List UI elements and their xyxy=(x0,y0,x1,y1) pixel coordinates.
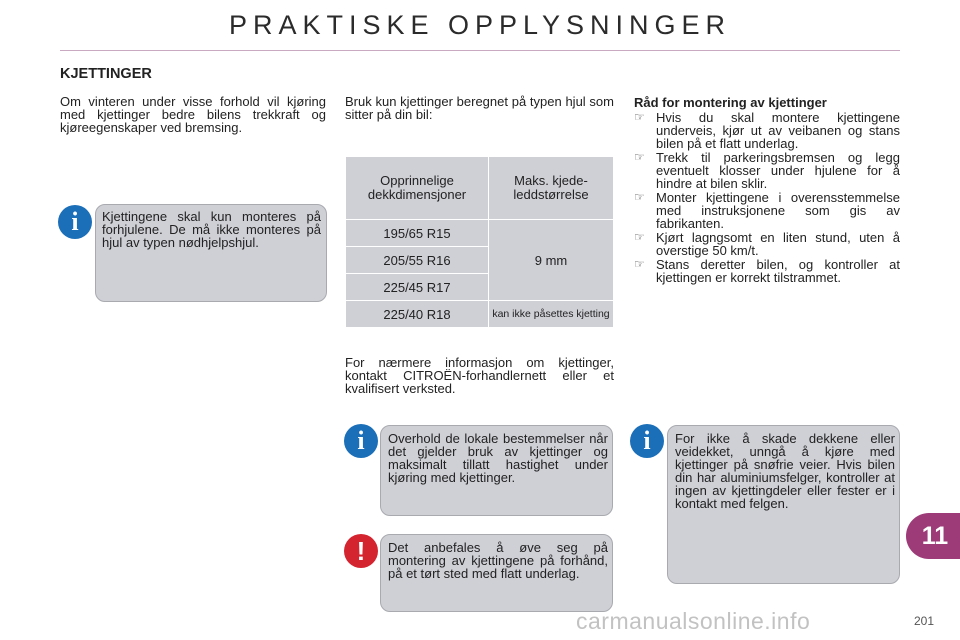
header-divider xyxy=(60,50,900,51)
warning-box-practice-text: Det anbefales å øve seg på montering av kjettingene på forhånd, på et tørt sted med flatt underlag. xyxy=(388,540,608,581)
tip-text: Monter kjettingene i overensstemmelse med instruksjonene som gis av fabrikanten. xyxy=(656,190,900,231)
table-header-max-link: Maks. kjede-leddstørrelse xyxy=(489,157,614,220)
table-row xyxy=(346,220,614,247)
list-item xyxy=(634,258,900,284)
info-box-tyre-care-text: For ikke å skade dekkene eller veidekket, unngå å kjøre med kjettinger på snøfrie veier. Hvis bilen din har aluminiumsfelger, kontroller at ingen av kjettingdeler eller fester er i kontakt med felgen. xyxy=(675,431,895,511)
watermark: carmanualsonline.info xyxy=(576,608,811,634)
pointing-hand-icon: ☞ xyxy=(634,150,645,164)
info-box-front-wheels-text: Kjettingene skal kun monteres på forhjulene. De må ikke monteres på hjul av typen nødhjelpshjul. xyxy=(102,209,321,250)
list-item xyxy=(634,231,900,257)
page-title: PRAKTISKE OPPLYSNINGER xyxy=(228,10,732,40)
tips-list xyxy=(634,111,900,285)
info-icon: i xyxy=(344,424,378,458)
chain-size-table xyxy=(345,156,614,328)
pointing-hand-icon: ☞ xyxy=(634,230,645,244)
table-header-dimensions: Opprinnelige dekkdimensjoner xyxy=(346,157,489,220)
info-box-local-rules-text: Overhold de lokale bestemmelser når det gjelder bruk av kjettinger og maksimalt tillatt hastighet under kjøring med kjettinger. xyxy=(388,431,608,485)
list-item xyxy=(634,191,900,230)
table-row xyxy=(346,301,614,328)
section-title: KJETTINGER xyxy=(60,66,152,82)
tip-text: Stans deretter bilen, og kontroller at kjettingen er korrekt tilstrammet. xyxy=(656,257,900,285)
table-cell-size: 225/45 R17 xyxy=(346,274,489,301)
info-icon: i xyxy=(630,424,664,458)
usage-paragraph: Bruk kun kjettinger beregnet på typen hjul som sitter på din bil: xyxy=(345,94,614,122)
list-item xyxy=(634,111,900,150)
contact-paragraph: For nærmere informasjon om kjettinger, kontakt CITROËN-forhandlernett eller et kvalifisert verksted. xyxy=(345,355,614,396)
warning-icon: ! xyxy=(344,534,378,568)
tips-title: Råd for montering av kjettinger xyxy=(634,95,827,110)
page-number: 201 xyxy=(914,614,935,628)
intro-paragraph: Om vinteren under visse forhold vil kjøring med kjettinger bedre bilens trekkraft og kjøreegenskaper ved bremsing. xyxy=(60,94,326,135)
list-item xyxy=(634,151,900,190)
chapter-tab: 11 xyxy=(906,513,960,559)
tip-text: Hvis du skal montere kjettingene underveis, kjør ut av veibanen og stans bilen på et flatt underlag. xyxy=(656,110,900,151)
table-header-row xyxy=(346,157,614,220)
tip-text: Kjørt lagngsomt en liten stund, uten å overstige 50 km/t. xyxy=(656,230,900,258)
pointing-hand-icon: ☞ xyxy=(634,257,645,271)
table-cell-max-size: 9 mm xyxy=(489,220,614,301)
info-icon: i xyxy=(58,205,92,239)
tip-text: Trekk til parkeringsbremsen og legg eventuelt klosser under hjulene for å hindre at bilen sklir. xyxy=(656,150,900,191)
pointing-hand-icon: ☞ xyxy=(634,110,645,124)
pointing-hand-icon: ☞ xyxy=(634,190,645,204)
table-cell-size: 225/40 R18 xyxy=(346,301,489,328)
table-cell-size: 205/55 R16 xyxy=(346,247,489,274)
table-cell-note: kan ikke påsettes kjetting xyxy=(489,301,614,328)
table-cell-size: 195/65 R15 xyxy=(346,220,489,247)
